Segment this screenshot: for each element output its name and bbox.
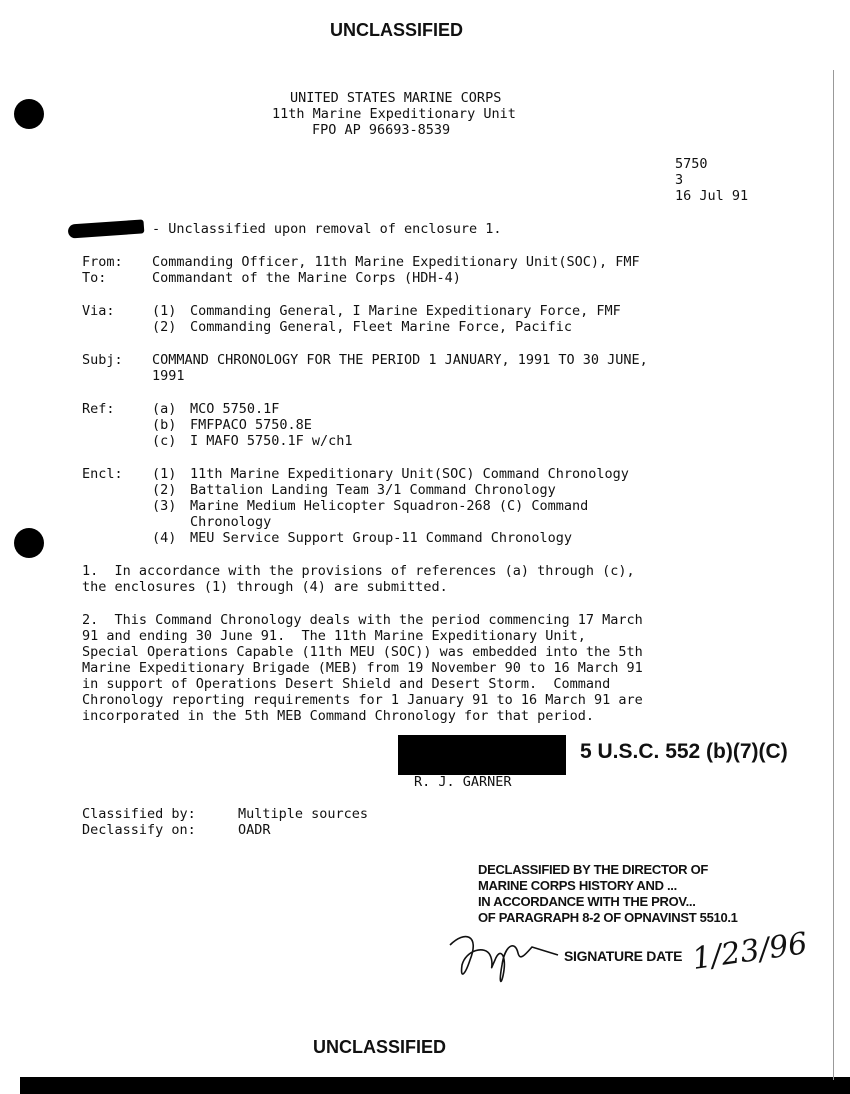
to-line	[82, 270, 461, 286]
encl-num	[152, 514, 190, 530]
letterhead-line1: UNITED STATES MARINE CORPS	[290, 90, 502, 106]
classification-bottom: UNCLASSIFIED	[313, 1037, 447, 1057]
stamp-line3: IN ACCORDANCE WITH THE PROV...	[478, 894, 696, 909]
encl-text: 11th Marine Expeditionary Unit(SOC) Command Chronology	[190, 466, 629, 482]
signer-name: R. J. GARNER	[414, 774, 512, 790]
via-label: Via:	[82, 303, 115, 319]
via-line-1	[82, 303, 621, 319]
stamp-line2: MARINE CORPS HISTORY AND ...	[478, 878, 677, 893]
ref-line-a	[82, 401, 279, 417]
encl-text: Battalion Landing Team 3/1 Command Chronology	[190, 482, 556, 498]
encl-text: Chronology	[190, 514, 272, 530]
scan-border-right	[833, 70, 834, 1080]
declassify-on-line	[82, 822, 271, 838]
stamp-line1: DECLASSIFIED BY THE DIRECTOR OF	[478, 862, 709, 877]
subj-line-2	[82, 368, 185, 384]
encl-num: (2)	[152, 482, 177, 498]
redacted-marking	[68, 219, 145, 238]
redacted-signature	[398, 735, 566, 775]
encl-line-1	[82, 466, 629, 482]
handwritten-date: 1/23/96	[690, 926, 810, 977]
para2-line: Chronology reporting requirements for 1 January 91 to 16 March 91 are	[82, 692, 643, 708]
encl-text: Marine Medium Helicopter Squadron-268 (C) Command	[190, 498, 589, 514]
ssic-code: 5750	[675, 156, 708, 172]
handwritten-signature	[440, 925, 560, 995]
para2-line: 2. This Command Chronology deals with the period commencing 17 March	[82, 612, 643, 628]
para2-line: Special Operations Capable (11th MEU (SOC)) was embedded into the 5th	[82, 644, 643, 660]
encl-num: (4)	[152, 530, 177, 546]
encl-label: Encl:	[82, 466, 123, 482]
subj-label: Subj:	[82, 352, 123, 368]
classified-by-line	[82, 806, 368, 822]
stamp-line4: OF PARAGRAPH 8-2 OF OPNAVINST 5510.1	[478, 910, 738, 925]
encl-num: (3)	[152, 498, 177, 514]
via-text: Commanding General, I Marine Expeditionary Force, FMF	[190, 303, 621, 319]
encl-line-3-cont	[82, 514, 271, 530]
ref-line-b	[82, 417, 312, 433]
encl-line-2	[82, 482, 556, 498]
ssic-date: 16 Jul 91	[675, 188, 749, 204]
signature-date-label: SIGNATURE DATE	[564, 948, 683, 964]
via-line-2	[82, 319, 572, 335]
subj-text: COMMAND CHRONOLOGY FOR THE PERIOD 1 JANUARY, 1991 TO 30 JUNE,	[152, 352, 648, 368]
from-line	[82, 254, 640, 270]
letterhead-line3: FPO AP 96693-8539	[312, 122, 451, 138]
punch-hole-top	[14, 99, 44, 129]
to-label: To:	[82, 270, 107, 286]
via-text: Commanding General, Fleet Marine Force, Pacific	[190, 319, 573, 335]
ssic-serial: 3	[675, 172, 684, 188]
ref-line-c	[82, 433, 353, 449]
classification-top: UNCLASSIFIED	[330, 20, 464, 40]
encl-line-3	[82, 498, 588, 514]
ref-text: MCO 5750.1F	[190, 401, 280, 417]
para1-line: the enclosures (1) through (4) are submitted.	[82, 579, 448, 595]
declassify-on-value: OADR	[238, 822, 271, 838]
subj-text: 1991	[152, 368, 185, 384]
foia-exemption: 5 U.S.C. 552 (b)(7)(C)	[580, 740, 788, 763]
ref-num: (c)	[152, 433, 177, 449]
ref-text: FMFPACO 5750.8E	[190, 417, 312, 433]
classified-by-value: Multiple sources	[238, 806, 369, 822]
para2-line: in support of Operations Desert Shield and Desert Storm. Command	[82, 676, 611, 692]
from-text: Commanding Officer, 11th Marine Expeditionary Unit(SOC), FMF	[152, 254, 640, 270]
ref-num: (a)	[152, 401, 177, 417]
scan-border-bottom	[20, 1077, 850, 1094]
via-num: (2)	[152, 319, 177, 335]
to-text: Commandant of the Marine Corps (HDH-4)	[152, 270, 461, 286]
ref-num: (b)	[152, 417, 177, 433]
ref-text: I MAFO 5750.1F w/ch1	[190, 433, 353, 449]
para2-line: Marine Expeditionary Brigade (MEB) from 19 November 90 to 16 March 91	[82, 660, 643, 676]
declassify-on-label: Declassify on:	[82, 822, 196, 838]
encl-line-4	[82, 530, 572, 546]
from-label: From:	[82, 254, 123, 270]
via-num: (1)	[152, 303, 177, 319]
encl-text: MEU Service Support Group-11 Command Chronology	[190, 530, 573, 546]
letterhead-line2: 11th Marine Expeditionary Unit	[272, 106, 516, 122]
classified-by-label: Classified by:	[82, 806, 196, 822]
para2-line: 91 and ending 30 June 91. The 11th Marine Expeditionary Unit,	[82, 628, 586, 644]
punch-hole-middle	[14, 528, 44, 558]
classification-marking: - Unclassified upon removal of enclosure 1.	[152, 221, 502, 237]
ref-label: Ref:	[82, 401, 115, 417]
para2-line: incorporated in the 5th MEB Command Chronology for that period.	[82, 708, 595, 724]
para1-line: 1. In accordance with the provisions of references (a) through (c),	[82, 563, 635, 579]
encl-num: (1)	[152, 466, 177, 482]
subj-line-1	[82, 352, 648, 368]
